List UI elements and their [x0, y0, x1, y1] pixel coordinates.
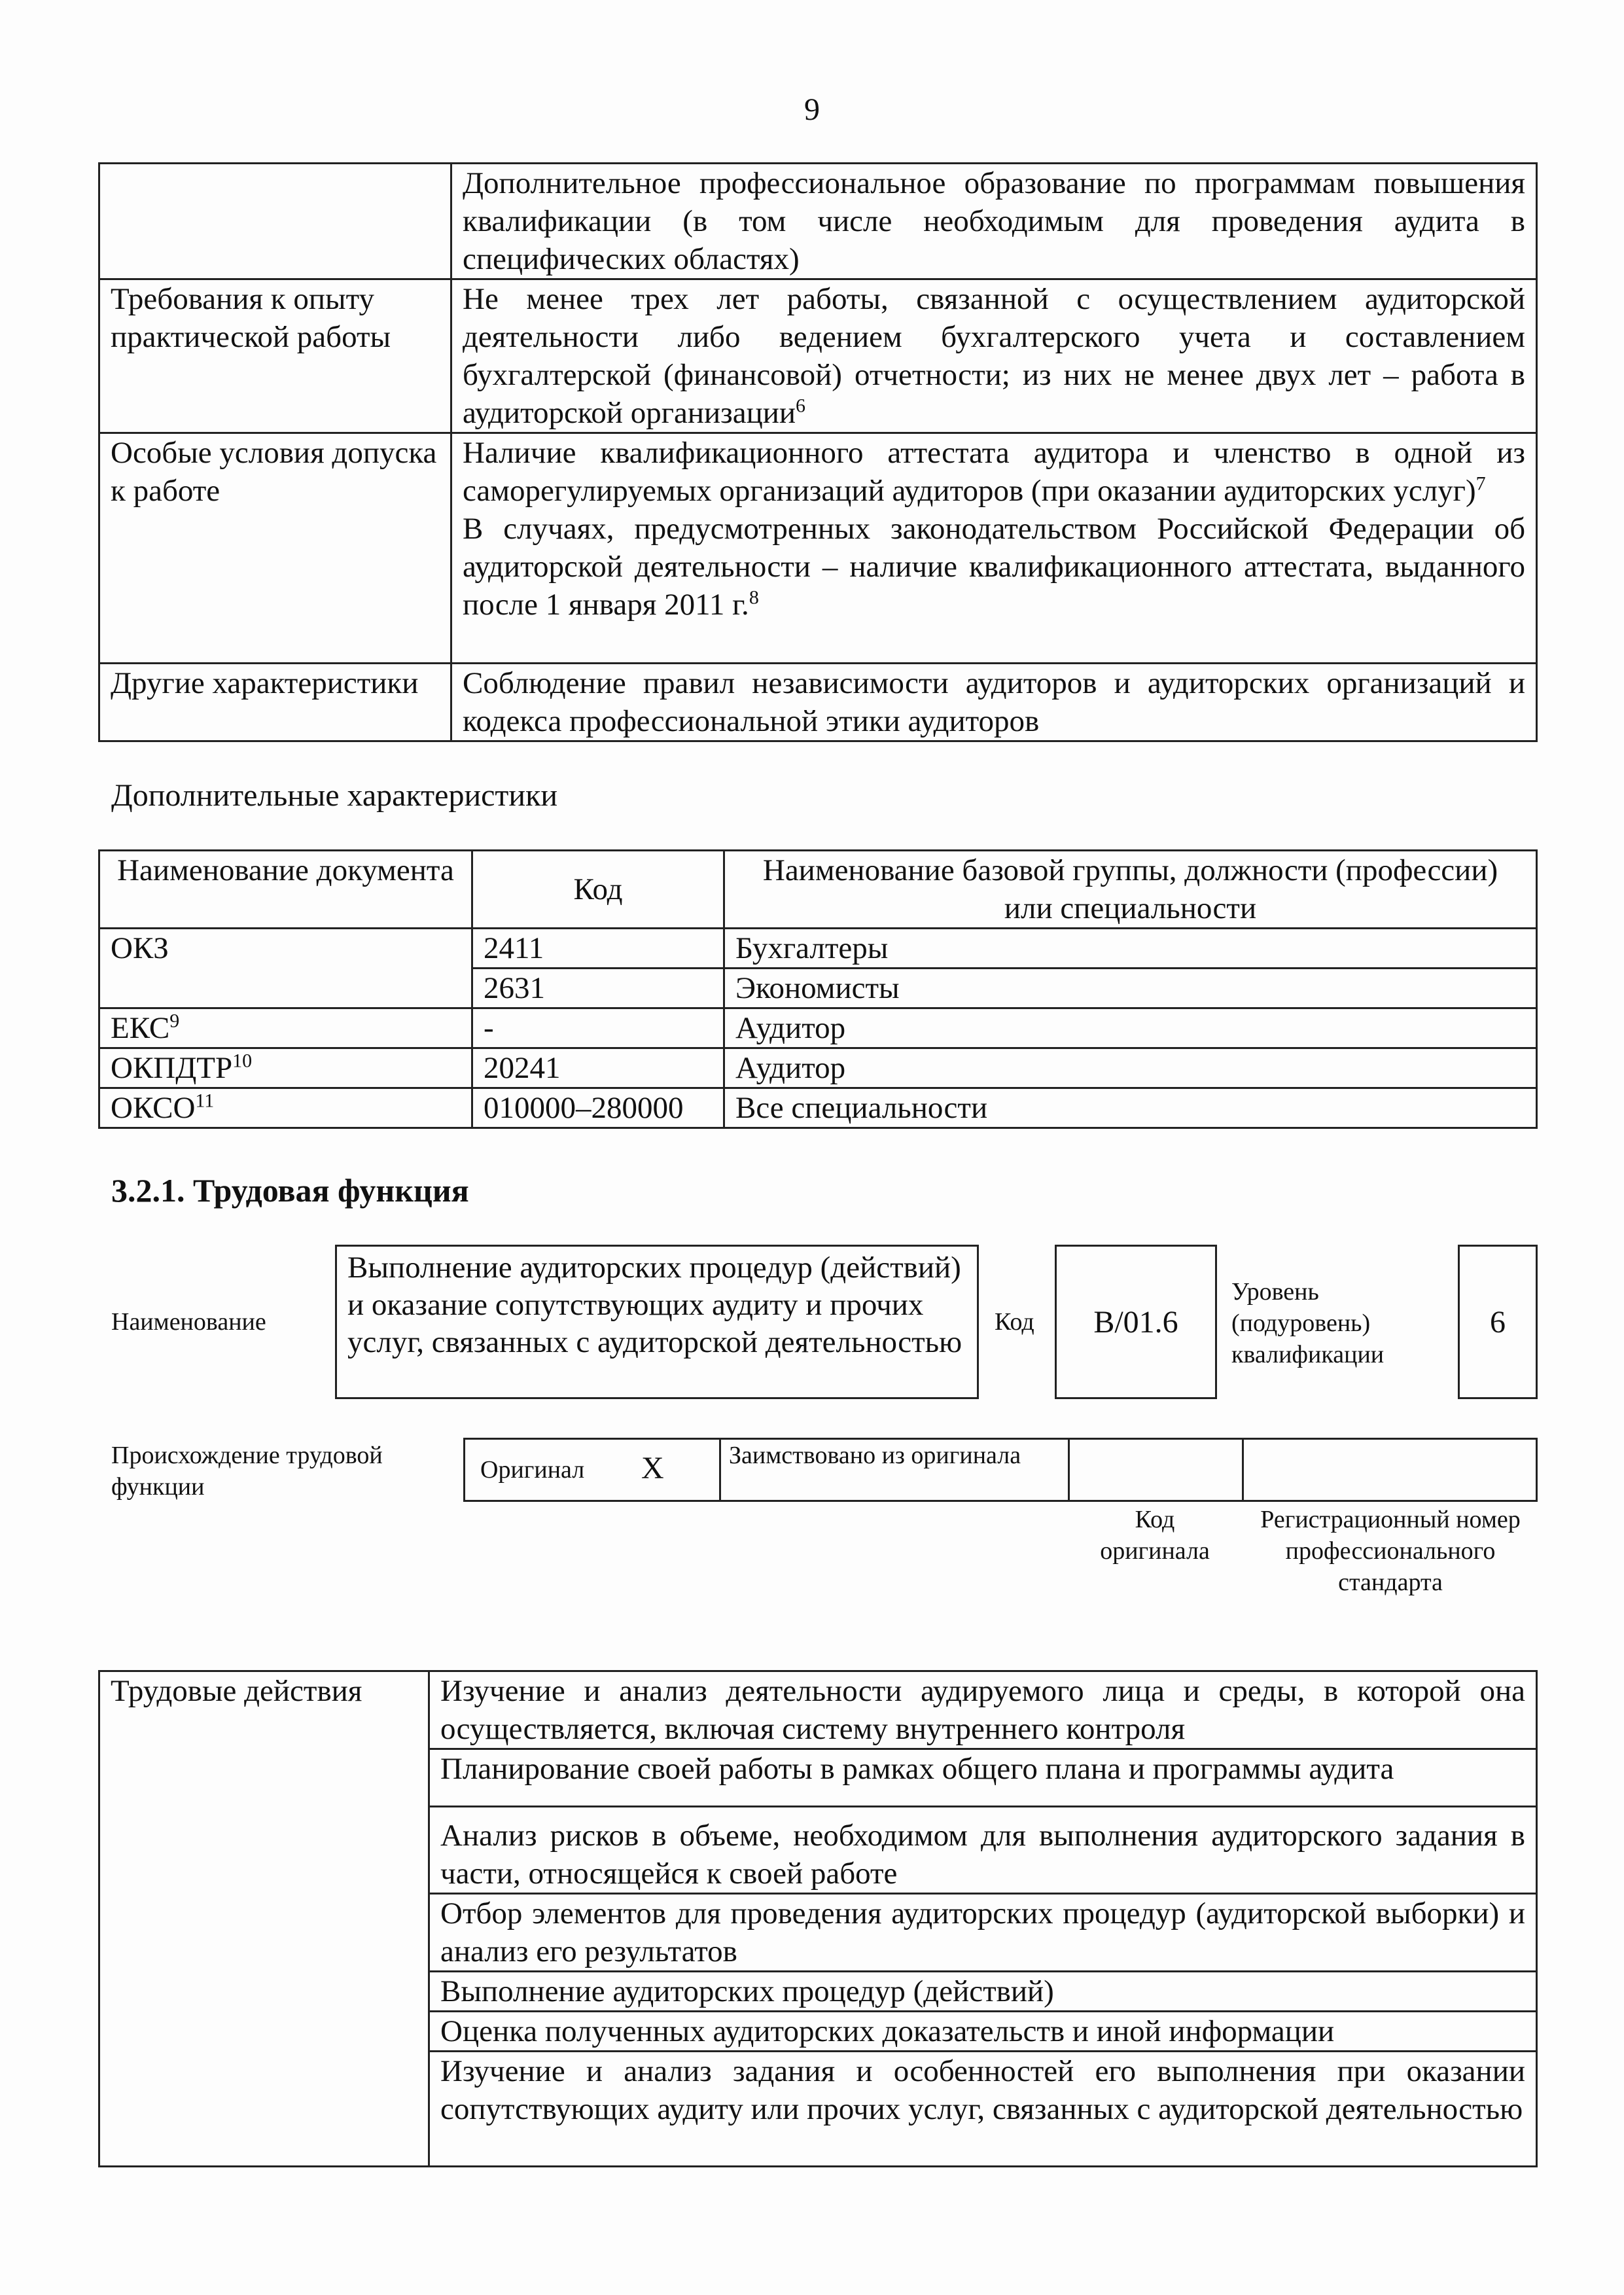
original-label: Оригинал [480, 1456, 585, 1484]
row-text [451, 279, 1537, 433]
text-part: В случаях, предусмотренных законодательством Российской Федерации об аудиторской деятельности – наличие квалификационного аттестата, выданного после 1 января 2011 г. [463, 512, 1525, 622]
cell-code: 010000–280000 [472, 1088, 724, 1128]
header-code: Код [472, 851, 724, 929]
cell-name: Бухгалтеры [724, 929, 1537, 969]
function-name-label: Наименование [111, 1308, 266, 1336]
table-row [99, 929, 1537, 969]
section-heading: 3.2.1. Трудовая функция [111, 1172, 469, 1209]
header-doc: Наименование документа [99, 851, 472, 929]
table-row [99, 279, 1537, 433]
table-row [99, 1008, 1537, 1048]
reg-caption: Регистрационный номер профессионального стандарта [1260, 1506, 1521, 1596]
action-item: Изучение и анализ задания и особенностей его выполнения при оказании сопутствующих аудиту или прочих услуг, связанных с аудиторской деятельностью [429, 2052, 1537, 2167]
doc-name: ОКСО [111, 1091, 196, 1125]
text-part: Наличие квалификационного аттестата аудитора и членство в одной из саморегулируемых организаций аудиторов (при оказании аудиторских услуг) [463, 436, 1525, 508]
table-row [99, 664, 1537, 741]
cell-name: Все специальности [724, 1088, 1537, 1128]
row-label: Особые условия допуска к работе [99, 433, 451, 664]
cell-code: 2411 [472, 929, 724, 969]
action-item: Планирование своей работы в рамках общего плана и программы аудита [429, 1749, 1537, 1807]
origin-code-cell [1068, 1438, 1244, 1502]
footnote-ref: 6 [796, 395, 806, 417]
action-item: Выполнение аудиторских процедур (действий) [429, 1972, 1537, 2012]
text-part: Не менее трех лет работы, связанной с осуществлением аудиторской деятельности либо ведением бухгалтерского учета и составлением бухгалтерской (финансовой) отчетности; из них не менее двух лет – работа в аудиторской организации [463, 282, 1525, 430]
page-number: 9 [804, 92, 820, 127]
footnote-ref: 7 [1475, 472, 1486, 495]
function-name-value: Выполнение аудиторских процедур (действий) и оказание сопутствующих аудиту и прочих услуг, связанных с аудиторской деятельностью [347, 1251, 962, 1359]
action-item [429, 1807, 1537, 1894]
cell-code: 20241 [472, 1048, 724, 1088]
borrowed-label: Заимствовано из оригинала [729, 1442, 1021, 1469]
row-text [451, 433, 1537, 664]
cell-doc [99, 1088, 472, 1128]
cell-name: Аудитор [724, 1008, 1537, 1048]
doc-name: ОКЗ [111, 931, 169, 965]
table-row [99, 1048, 1537, 1088]
function-code-label: Код [995, 1308, 1034, 1336]
level-value: 6 [1490, 1304, 1506, 1340]
table-row [99, 164, 1537, 279]
cell-doc [99, 1048, 472, 1088]
row-label: Требования к опыту практической работы [99, 279, 451, 433]
action-item: Изучение и анализ деятельности аудируемого лица и среды, в которой она осуществляется, включая систему внутреннего контроля [429, 1671, 1537, 1749]
action-text: Анализ рисков в объеме, необходимом для выполнения аудиторского задания в части, относящейся к своей работе [440, 1819, 1525, 1891]
footnote-ref: 9 [169, 1010, 180, 1032]
origin-reg-cell [1242, 1438, 1538, 1502]
table-row [99, 1671, 1537, 1749]
cell-code: 2631 [472, 969, 724, 1008]
actions-label: Трудовые действия [99, 1671, 429, 2167]
function-code-value: B/01.6 [1093, 1304, 1178, 1340]
original-mark: X [641, 1451, 664, 1486]
cell-name: Экономисты [724, 969, 1537, 1008]
paragraph [463, 510, 1525, 624]
extra-table [98, 849, 1538, 1129]
doc-name: ОКПДТР [111, 1051, 233, 1085]
footnote-ref: 10 [232, 1050, 253, 1072]
level-box [1458, 1245, 1538, 1399]
action-item: Оценка полученных аудиторских доказательств и иной информации [429, 2012, 1537, 2052]
footnote-ref: 8 [749, 586, 759, 609]
origin-label: Происхождение трудовой функции [111, 1442, 383, 1501]
extra-title: Дополнительные характеристики [111, 778, 558, 813]
code-caption: Код оригинала [1100, 1506, 1210, 1565]
function-name-box [335, 1245, 979, 1399]
row-label: Другие характеристики [99, 664, 451, 741]
paragraph [463, 434, 1525, 510]
cell-name: Аудитор [724, 1048, 1537, 1088]
row-text: Дополнительное профессиональное образование по программам повышения квалификации (в том числе необходимым для проведения аудита в специфических областях) [451, 164, 1537, 279]
row-text: Соблюдение правил независимости аудиторов и аудиторских организаций и кодекса профессиональной этики аудиторов [451, 664, 1537, 741]
actions-table [98, 1670, 1538, 2167]
qualification-table [98, 162, 1538, 742]
cell-code: - [472, 1008, 724, 1048]
cell-doc [99, 1008, 472, 1048]
table-row [99, 1088, 1537, 1128]
table-header-row [99, 851, 1537, 929]
level-label: Уровень (подуровень) квалификации [1231, 1278, 1385, 1368]
header-name: Наименование базовой группы, должности (профессии) или специальности [724, 851, 1537, 929]
row-label [99, 164, 451, 279]
table-row [99, 433, 1537, 664]
function-code-box [1055, 1245, 1217, 1399]
doc-name: ЕКС [111, 1011, 170, 1045]
action-item: Отбор элементов для проведения аудиторских процедур (аудиторской выборки) и анализ его результатов [429, 1894, 1537, 1972]
cell-doc [99, 929, 472, 1008]
footnote-ref: 11 [195, 1090, 215, 1112]
